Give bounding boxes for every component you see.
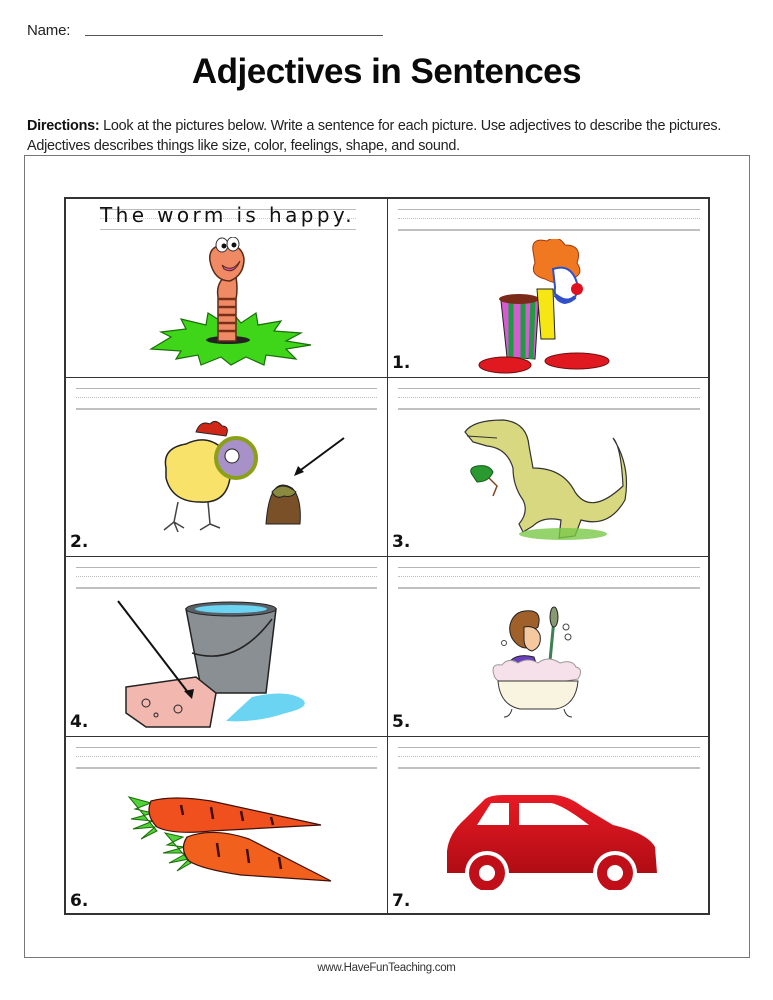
item-number: 2. <box>70 532 89 552</box>
item-number: 7. <box>392 891 411 911</box>
picture-grid <box>64 197 710 915</box>
worm-icon <box>146 237 316 367</box>
item-number: 3. <box>392 532 411 552</box>
item-cell-6 <box>66 737 388 915</box>
item-number: 4. <box>70 712 89 732</box>
directions <box>27 116 747 156</box>
footer-website: www.HaveFunTeaching.com <box>317 962 456 974</box>
example-sentence: The worm is happy. <box>100 203 356 227</box>
item-cell-3 <box>388 378 710 557</box>
item-number: 5. <box>392 712 411 732</box>
writing-lines[interactable] <box>76 567 377 590</box>
writing-lines[interactable] <box>398 747 700 770</box>
clown-icon <box>473 239 623 374</box>
dinosaur-icon <box>463 416 643 541</box>
writing-lines[interactable] <box>398 209 700 232</box>
writing-lines[interactable] <box>76 388 377 411</box>
directions-label: Directions: <box>27 118 100 134</box>
car-icon <box>443 795 663 890</box>
sponge-and-bucket-icon <box>106 597 336 737</box>
name-label: Name: <box>27 22 71 39</box>
chick-with-magnifier-icon <box>126 418 356 543</box>
item-cell-4 <box>66 557 388 737</box>
writing-lines[interactable] <box>398 388 700 411</box>
page-title: Adjectives in Sentences <box>191 52 582 91</box>
writing-lines[interactable] <box>398 567 700 590</box>
name-input-line[interactable] <box>85 35 383 36</box>
item-cell-2 <box>66 378 388 557</box>
item-number: 6. <box>70 891 89 911</box>
bathtub-icon <box>488 605 608 725</box>
writing-lines[interactable] <box>76 747 377 770</box>
name-row <box>27 22 383 39</box>
item-cell-7 <box>388 737 710 915</box>
carrots-icon <box>121 787 341 897</box>
example-cell <box>66 199 388 378</box>
item-cell-1 <box>388 199 710 378</box>
item-number: 1. <box>392 353 411 373</box>
item-cell-5 <box>388 557 710 737</box>
directions-text: Look at the pictures below. Write a sentence for each picture. Use adjectives to describe the pictures. Adjectives describes things like size, color, feelings, shape, and sound. <box>27 118 722 154</box>
